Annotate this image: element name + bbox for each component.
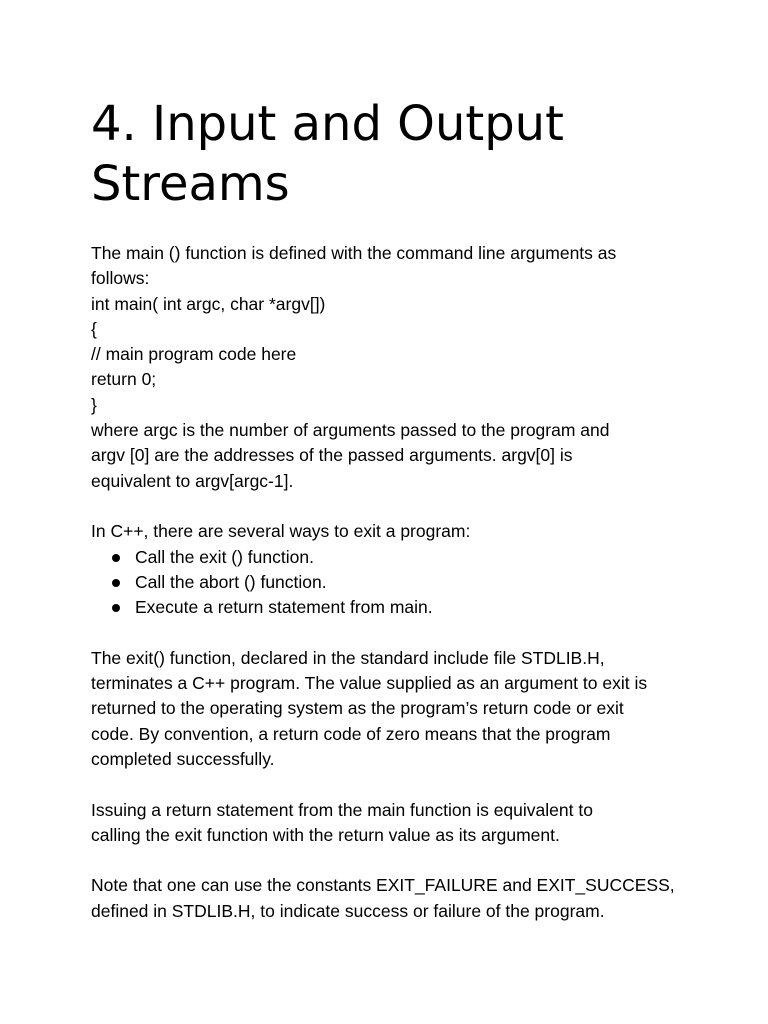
- text-line: returned to the operating system as the program’s return code or exit: [91, 698, 624, 719]
- return-statement-paragraph: [91, 798, 681, 849]
- intro-paragraph: [91, 241, 681, 494]
- text-line: follows:: [91, 268, 150, 289]
- page-title: 4. Input and Output Streams: [91, 96, 564, 212]
- list-item: [91, 545, 681, 570]
- code-line: {: [91, 318, 97, 339]
- text-line: argv [0] are the addresses of the passed arguments. argv[0] is: [91, 445, 573, 466]
- paragraph-spacer: [91, 620, 681, 645]
- constants-note-paragraph: [91, 873, 681, 924]
- list-item: [91, 595, 681, 620]
- text-line: completed successfully.: [91, 748, 275, 769]
- text-line: Note that one can use the constants EXIT_FAILURE and EXIT_SUCCESS,: [91, 875, 675, 896]
- exit-intro-text: In C++, there are several ways to exit a program:: [91, 521, 471, 542]
- bullet-icon: [112, 554, 120, 562]
- document-content: [91, 94, 681, 924]
- text-line: Issuing a return statement from the main function is equivalent to: [91, 799, 593, 820]
- code-line: }: [91, 394, 97, 415]
- text-line: The exit() function, declared in the standard include file STDLIB.H,: [91, 647, 605, 668]
- paragraph-spacer: [91, 848, 681, 873]
- list-item-text: Call the exit () function.: [135, 546, 314, 567]
- text-line: calling the exit function with the return value as its argument.: [91, 824, 560, 845]
- paragraph-spacer: [91, 772, 681, 797]
- text-line: terminates a C++ program. The value supplied as an argument to exit is: [91, 673, 648, 694]
- document-body: [91, 241, 681, 924]
- code-line: return 0;: [91, 369, 157, 390]
- code-line: int main( int argc, char *argv[]): [91, 293, 326, 314]
- bullet-icon: [112, 579, 120, 587]
- list-item: [91, 570, 681, 595]
- text-line: equivalent to argv[argc-1].: [91, 470, 294, 491]
- text-line: defined in STDLIB.H, to indicate success or failure of the program.: [91, 900, 605, 921]
- code-line: // main program code here: [91, 344, 297, 365]
- exit-methods-list: [91, 545, 681, 621]
- text-line: code. By convention, a return code of zero means that the program: [91, 723, 611, 744]
- bullet-icon: [112, 604, 120, 612]
- text-line: where argc is the number of arguments passed to the program and: [91, 420, 610, 441]
- paragraph-spacer: [91, 494, 681, 519]
- text-line: The main () function is defined with the command line arguments as: [91, 243, 617, 263]
- exit-function-paragraph: [91, 646, 681, 772]
- list-item-text: Execute a return statement from main.: [135, 597, 433, 618]
- list-item-text: Call the abort () function.: [135, 571, 327, 592]
